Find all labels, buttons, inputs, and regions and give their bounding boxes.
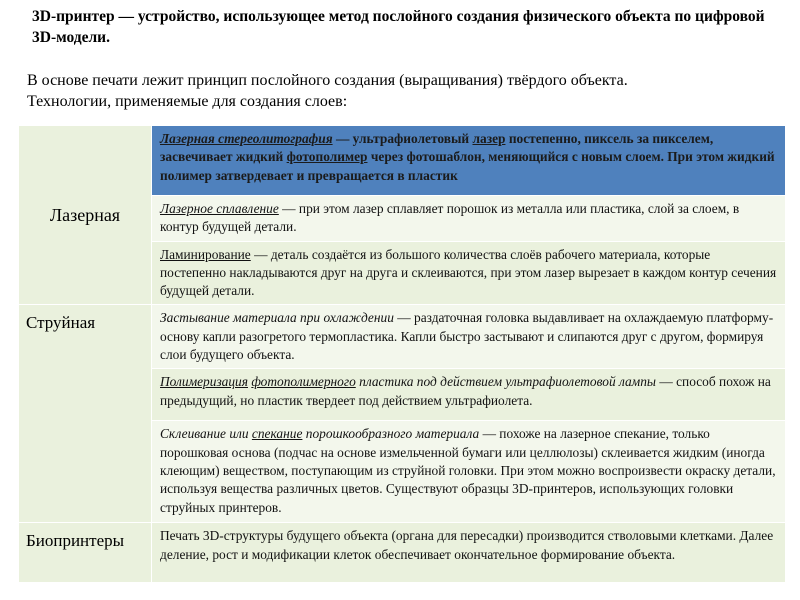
text-part: — при этом лазер сплавляет порошок из металла или пластика, слой за слоем, в контур будущей детали. bbox=[160, 201, 740, 235]
text-part: постепенно, пиксель за пикселем, засвечивает жидкий bbox=[160, 131, 714, 165]
term-fused-deposition: Застывание материала при охлаждении bbox=[160, 310, 394, 326]
intro-paragraph bbox=[32, 6, 772, 48]
category-jet: Струйная bbox=[19, 305, 152, 523]
term-powder: порошкообразного материала bbox=[302, 426, 480, 442]
table-row bbox=[19, 305, 786, 369]
table-row bbox=[19, 126, 786, 196]
row-bioprinting: Печать 3D-структуры будущего объекта (органа для пересадки) производится стволовыми клетками. Далее деление, рост и модификации клеток обеспечивает окончательное формирование объекта. bbox=[152, 523, 786, 583]
lead-line-2: Технологии, применяемые для создания слоев: bbox=[27, 93, 348, 110]
text-part: — раздаточная головка выдавливает на охлаждаемую платформу-основу капли разогретого термопластика. Капли быстро застывают и слипаются друг с другом, формируя слои будущего объекта. bbox=[160, 310, 774, 363]
row-stereolithography bbox=[152, 126, 786, 196]
term-uv-lamp: пластика под действием ультрафиолетовой лампы bbox=[355, 374, 656, 390]
text-part: — ультрафиолетовый bbox=[332, 131, 473, 146]
term-binding: Склеивание или bbox=[160, 426, 252, 442]
term-lamination: Ламинирование bbox=[160, 246, 251, 262]
lead-line-1: В основе печати лежит принцип послойного создания (выращивания) твёрдого объекта. bbox=[27, 72, 628, 89]
row-lamination bbox=[152, 241, 786, 305]
term-photopolymer: фотополимерного bbox=[251, 374, 356, 390]
text-part: через фотошаблон, меняющийся с новым слоем. При этом жидкий полимер затвердевает и превращается в пластик bbox=[160, 149, 775, 183]
category-laser: Лазерная bbox=[19, 126, 152, 305]
term-sintering: Лазерное сплавление bbox=[160, 201, 279, 216]
row-fused-deposition bbox=[152, 305, 786, 369]
technologies-table bbox=[18, 125, 786, 583]
term-stereolithography: Лазерная стереолитография bbox=[160, 131, 333, 146]
category-bio: Биопринтеры bbox=[19, 523, 152, 583]
lead-paragraph bbox=[27, 70, 787, 112]
link-photopolymer[interactable]: фотополимер bbox=[286, 149, 368, 165]
row-sintering bbox=[152, 196, 786, 242]
term-polymerization: Полимеризация bbox=[160, 374, 248, 390]
intro-term: 3D-принтер bbox=[32, 8, 115, 25]
intro-definition: — устройство, использующее метод послойного создания физического объекта по цифровой 3D-модели. bbox=[32, 8, 765, 46]
text-part: — способ похож на предыдущий, но пластик твердеет под действием ультрафиолета. bbox=[160, 374, 771, 408]
link-laser[interactable]: лазер bbox=[472, 131, 506, 146]
text-part: — деталь создаётся из большого количества слоёв рабочего материала, которые постепенно накладываются друг на друга и склеиваются, при этом лазер вырезает в каждом контур сечения будущей детали. bbox=[160, 246, 777, 299]
table-row bbox=[19, 523, 786, 583]
text-part: — похоже на лазерное спекание, только порошковая основа (подчас на основе измельченной бумаги или целлюлозы) склеивается жидким (иногда клеющим) веществом, поступающим из струйной головки. При этом можно воспроизвести окраску детали, используя вещества различных цветов. Существуют образцы 3D-принтеров, использующих головки струйных принтеров. bbox=[160, 426, 776, 515]
term-sintering-link[interactable]: спекание bbox=[251, 426, 303, 442]
row-polymerization bbox=[152, 369, 786, 421]
row-binding bbox=[152, 421, 786, 523]
